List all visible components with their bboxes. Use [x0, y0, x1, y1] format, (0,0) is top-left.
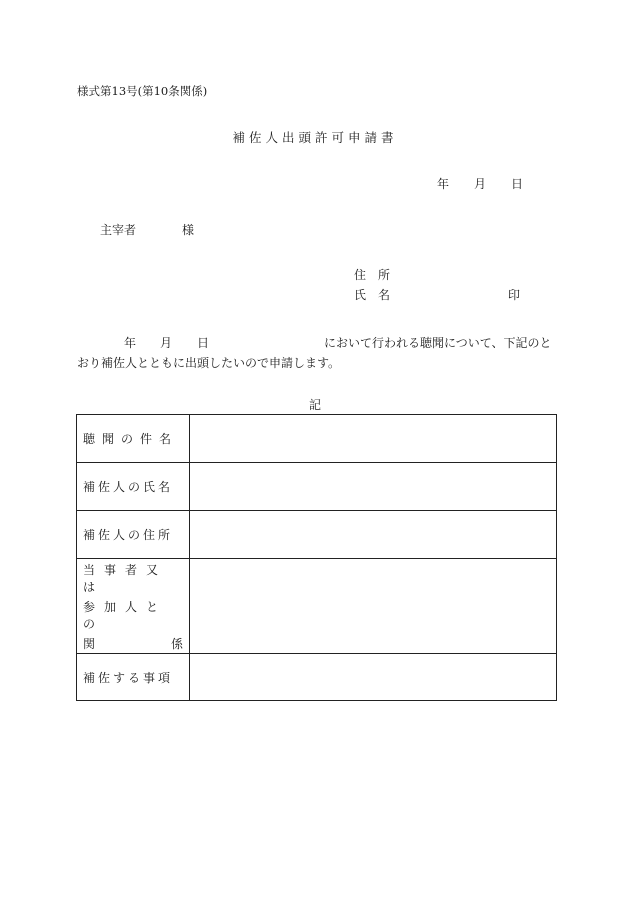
form-number: 様式第13号(第10条関係): [77, 84, 208, 98]
relationship-field[interactable]: [190, 559, 557, 654]
body-line-1: [77, 333, 557, 353]
assistant-address-label: 補佐人の住所: [83, 528, 174, 542]
date-month: 月: [474, 177, 487, 191]
body-day: 日: [197, 336, 210, 350]
hearing-subject-field[interactable]: [190, 415, 557, 463]
date-year: 年: [437, 177, 450, 191]
relationship-label: 当事者又は 参加人との 関 係: [83, 562, 183, 651]
assistant-address-field[interactable]: [190, 511, 557, 559]
address-label: 住 所: [354, 268, 391, 282]
addressee-honorific: 様: [182, 223, 195, 237]
assistant-name-label: 補佐人の氏名: [83, 480, 174, 494]
addressee: [100, 223, 195, 237]
body-line-2: おり補佐人とともに出頭したいので申請します。: [77, 356, 341, 370]
table-row: [77, 559, 557, 654]
application-table: [76, 414, 557, 701]
table-row: [77, 511, 557, 559]
assist-matters-field[interactable]: [190, 654, 557, 701]
table-row: [77, 415, 557, 463]
name-label: 氏 名: [354, 288, 391, 302]
assist-matters-label: 補佐する事項: [83, 670, 174, 685]
seal-mark: 印: [508, 288, 521, 302]
hearing-subject-label: 聴聞の件名: [83, 432, 179, 446]
table-row: [77, 654, 557, 701]
request-body: [77, 333, 557, 373]
body-month: 月: [160, 336, 173, 350]
document-title: 補佐人出頭許可申請書: [232, 130, 398, 145]
body-line1-tail: において行われる聴聞について、下記のと: [324, 336, 552, 350]
addressee-title: 主宰者: [100, 223, 137, 237]
table-row: [77, 463, 557, 511]
body-year: 年: [124, 336, 137, 350]
date-line: [437, 178, 523, 190]
date-day: 日: [511, 177, 524, 191]
assistant-name-field[interactable]: [190, 463, 557, 511]
ki-heading: 記: [308, 398, 321, 412]
